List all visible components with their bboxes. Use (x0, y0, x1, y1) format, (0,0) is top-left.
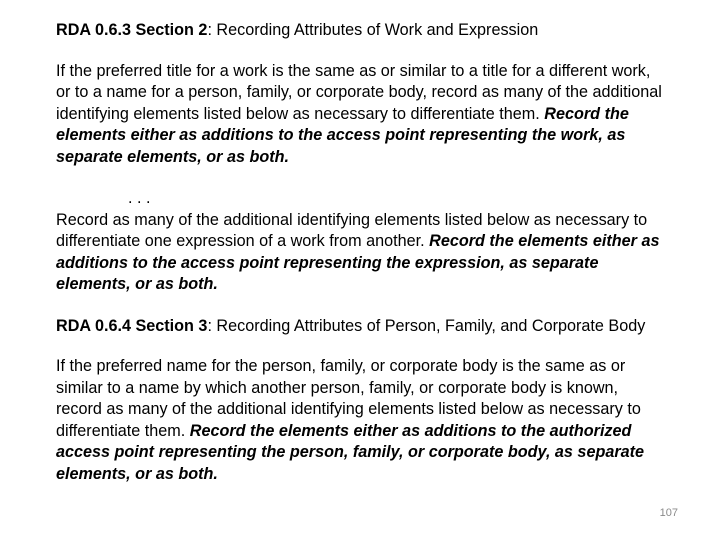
section-2-paragraph-work-text: If the preferred title for a work is the same as or similar to a title for a different work, or to a name for a person, family, or corporate body, record as many of the additional identifying elements listed below as necessary to differentiate them. (56, 61, 662, 123)
section-3-heading-label: RDA 0.6.4 Section 3 (56, 316, 208, 335)
section-3-heading-title: : Recording Attributes of Person, Family, and Corporate Body (207, 316, 646, 335)
page-number: 107 (659, 507, 678, 519)
section-3-paragraph-emphasis: Record the elements either as additions to the authorized access point representing the person, family, or corporate body, as separate elements, or as both. (56, 421, 645, 483)
section-3-heading (56, 316, 666, 338)
section-2-paragraph-expression-text: Record as many of the additional identifying elements listed below as necessary to differentiate one expression of a work from another. (56, 210, 648, 250)
section-2-paragraph-work (56, 61, 666, 169)
section-2-heading (56, 20, 666, 42)
section-3-paragraph (56, 356, 666, 485)
section-3-paragraph-text: If the preferred name for the person, family, or corporate body is the same as or similar to a name by which another person, family, or corporate body is known, record as many of the additional identifying elements listed below as necessary to differentiate them. (56, 357, 641, 440)
ellipsis: . . . (128, 189, 151, 207)
slide-content (56, 20, 666, 485)
section-2-heading-title: : Recording Attributes of Work and Expression (207, 21, 539, 39)
section-2-heading-label: RDA 0.6.3 Section 2 (56, 21, 208, 39)
section-2-paragraph-expression-emphasis: Record the elements either as additions to the access point representing the expression, as separate elements, or as both. (56, 232, 660, 293)
section-2-paragraph-expression (56, 210, 666, 296)
section-2-paragraph-work-emphasis: Record the elements either as additions to the access point representing the work, as separate elements, or as both. (56, 104, 629, 166)
